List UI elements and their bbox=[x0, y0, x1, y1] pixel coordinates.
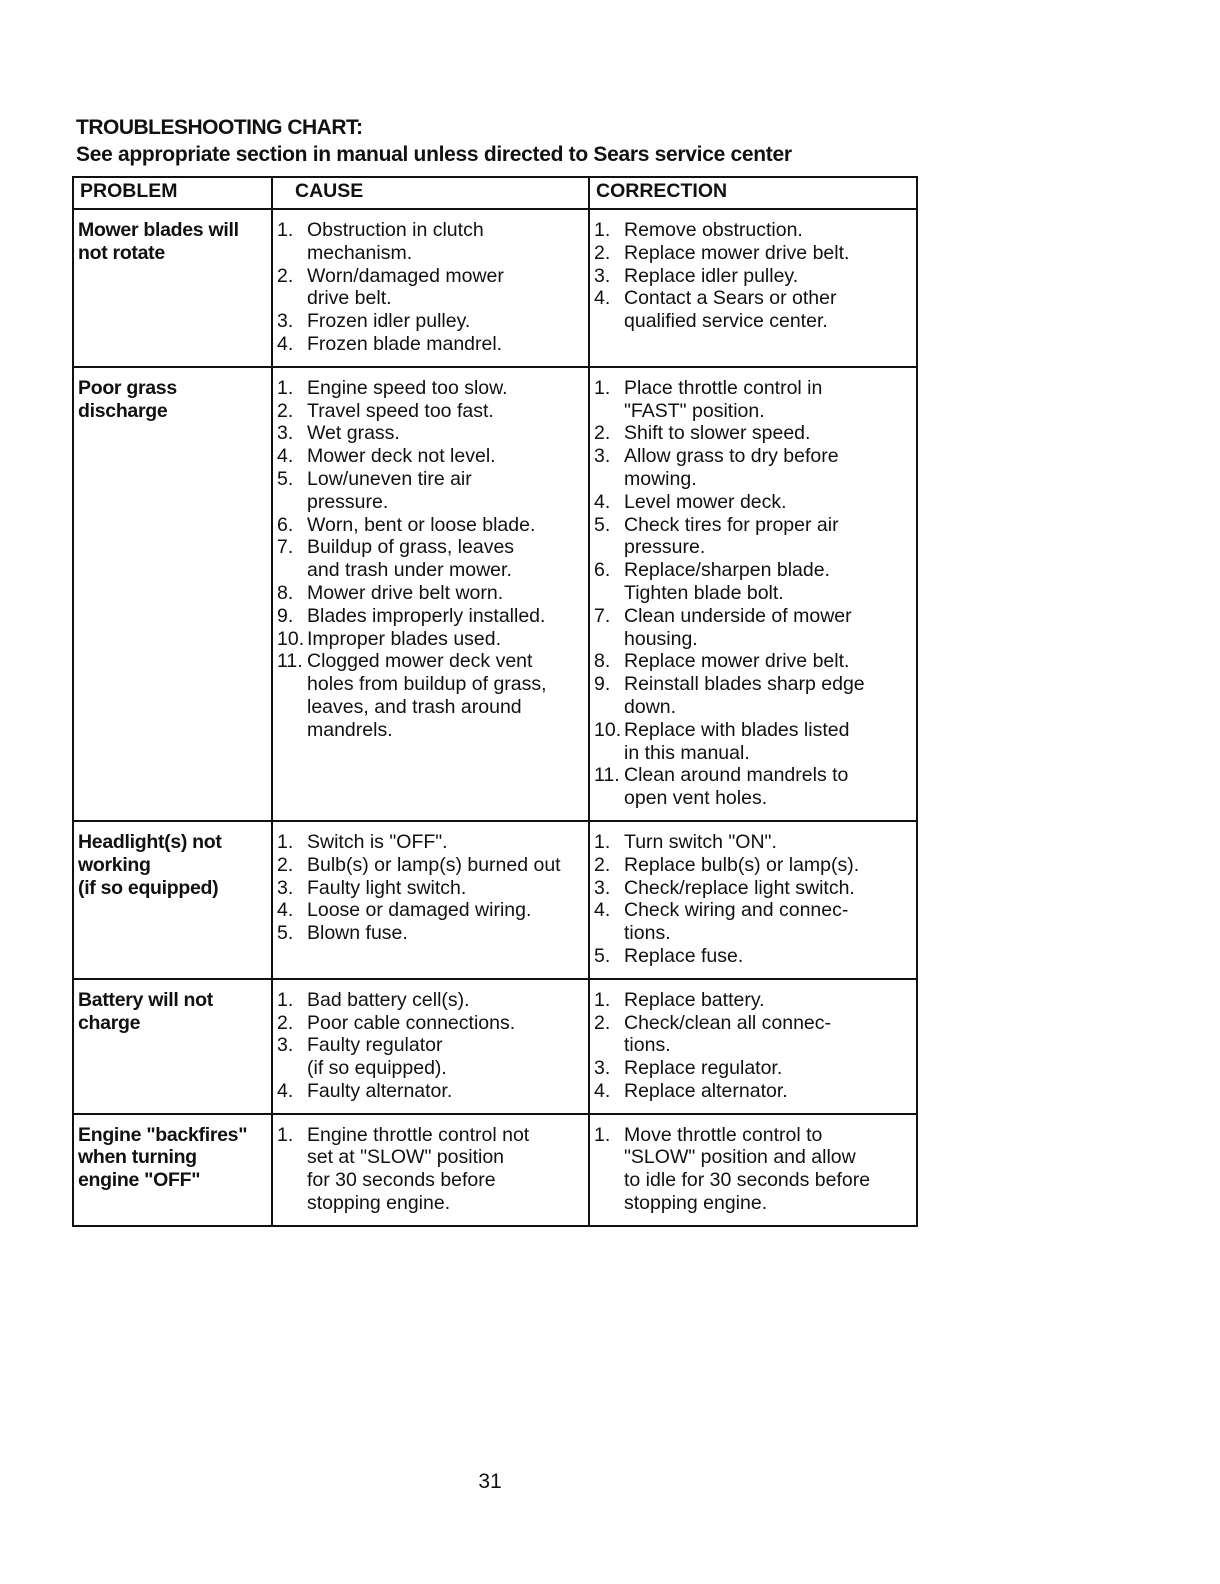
item-text bbox=[624, 265, 798, 288]
cause-list bbox=[277, 1124, 584, 1215]
item-text-line: holes from buildup of grass, bbox=[307, 673, 547, 696]
problem-line: (if so equipped) bbox=[78, 876, 219, 899]
cause-cell bbox=[272, 1114, 589, 1226]
correction-item bbox=[594, 242, 912, 265]
item-text bbox=[624, 287, 836, 333]
item-number: 9. bbox=[594, 673, 611, 696]
cause-item bbox=[277, 310, 584, 333]
item-number: 3. bbox=[594, 1057, 611, 1080]
correction-item bbox=[594, 945, 912, 968]
item-text-line: Clean underside of mower bbox=[624, 604, 852, 627]
item-text bbox=[624, 650, 849, 673]
cause-item bbox=[277, 536, 584, 582]
item-text-line: open vent holes. bbox=[624, 787, 768, 810]
table-row bbox=[73, 1114, 917, 1226]
item-number: 5. bbox=[277, 467, 294, 490]
item-number: 7. bbox=[594, 604, 611, 627]
problem-line: charge bbox=[78, 1011, 141, 1034]
item-number: 1. bbox=[277, 219, 294, 241]
item-text bbox=[307, 422, 400, 445]
item-text-line: Travel speed too fast. bbox=[307, 399, 494, 422]
cause-list bbox=[277, 219, 584, 356]
item-text-line: Allow grass to dry before bbox=[624, 445, 839, 468]
item-text-line: housing. bbox=[624, 627, 698, 650]
item-text-line: in this manual. bbox=[624, 741, 750, 764]
table-header-row bbox=[73, 177, 917, 209]
item-text-line: Bulb(s) or lamp(s) burned out bbox=[307, 853, 561, 876]
correction-item bbox=[594, 899, 912, 945]
correction-cell bbox=[589, 209, 917, 367]
item-number: 1. bbox=[594, 830, 611, 853]
item-text-line: down. bbox=[624, 695, 677, 718]
problem-line: not rotate bbox=[78, 241, 165, 264]
item-text bbox=[307, 605, 545, 628]
item-number: 1. bbox=[594, 1123, 611, 1146]
table-row bbox=[73, 209, 917, 367]
item-text-line: Remove obstruction. bbox=[624, 219, 803, 241]
troubleshooting-table bbox=[72, 176, 918, 1227]
item-text bbox=[307, 536, 514, 582]
item-number: 11. bbox=[277, 650, 303, 673]
problem-line: Mower blades will bbox=[78, 219, 239, 241]
page-title: TROUBLESHOOTING CHART: bbox=[76, 116, 363, 139]
correction-item bbox=[594, 287, 912, 333]
header-problem: PROBLEM bbox=[73, 177, 272, 209]
item-number: 2. bbox=[277, 1011, 294, 1034]
cause-item bbox=[277, 333, 584, 356]
correction-item bbox=[594, 445, 912, 491]
cause-item bbox=[277, 468, 584, 514]
page-number: 31 bbox=[478, 1470, 502, 1493]
item-number: 4. bbox=[594, 1079, 611, 1102]
item-number: 6. bbox=[277, 513, 294, 536]
item-number: 2. bbox=[277, 399, 294, 422]
item-text-line: Faulty light switch. bbox=[307, 876, 467, 899]
item-text bbox=[307, 333, 502, 356]
problem-line: when turning bbox=[78, 1146, 197, 1169]
item-text-line: to idle for 30 seconds before bbox=[624, 1169, 871, 1192]
correction-item bbox=[594, 1080, 912, 1103]
cause-cell bbox=[272, 821, 589, 979]
item-text bbox=[624, 514, 839, 560]
item-text-line: tions. bbox=[624, 922, 671, 945]
item-text bbox=[624, 764, 848, 810]
correction-item bbox=[594, 650, 912, 673]
item-text-line: set at "SLOW" position bbox=[307, 1146, 505, 1169]
item-text-line: Turn switch "ON". bbox=[624, 830, 777, 853]
cause-cell bbox=[272, 979, 589, 1114]
item-text-line: Replace with blades listed bbox=[624, 718, 850, 741]
cause-cell bbox=[272, 367, 589, 821]
item-text bbox=[307, 1080, 452, 1103]
item-number: 2. bbox=[594, 1011, 611, 1034]
item-number: 2. bbox=[594, 422, 611, 445]
correction-item bbox=[594, 854, 912, 877]
problem-cell bbox=[73, 979, 272, 1114]
item-text-line: Obstruction in clutch bbox=[307, 219, 484, 241]
item-text-line: Replace regulator. bbox=[624, 1057, 783, 1080]
item-number: 5. bbox=[277, 922, 294, 945]
header-cause: CAUSE bbox=[272, 177, 589, 209]
item-text-line: Loose or damaged wiring. bbox=[307, 899, 532, 922]
item-number: 3. bbox=[277, 876, 294, 899]
item-text-line: Level mower deck. bbox=[624, 490, 787, 513]
item-text-line: Replace fuse. bbox=[624, 944, 744, 967]
item-text bbox=[307, 468, 472, 514]
item-text bbox=[624, 899, 848, 945]
item-text-line: Mower deck not level. bbox=[307, 445, 496, 468]
cause-item bbox=[277, 445, 584, 468]
item-text-line: Frozen blade mandrel. bbox=[307, 332, 503, 355]
cause-item bbox=[277, 1012, 584, 1035]
cause-cell bbox=[272, 209, 589, 367]
item-text-line: Wet grass. bbox=[307, 422, 400, 445]
item-text-line: Replace mower drive belt. bbox=[624, 241, 850, 264]
item-text bbox=[307, 628, 501, 651]
cause-item bbox=[277, 854, 584, 877]
item-text bbox=[624, 559, 830, 605]
item-text bbox=[624, 877, 855, 900]
item-text-line: and trash under mower. bbox=[307, 559, 512, 582]
item-text bbox=[624, 605, 852, 651]
item-text-line: mandrels. bbox=[307, 718, 393, 741]
table-row bbox=[73, 367, 917, 821]
problem-line: discharge bbox=[78, 399, 168, 422]
item-text-line: Worn, bent or loose blade. bbox=[307, 513, 536, 536]
item-text bbox=[624, 1012, 831, 1058]
item-text bbox=[624, 491, 787, 514]
item-text-line: Contact a Sears or other bbox=[624, 287, 837, 310]
item-text bbox=[624, 831, 777, 854]
cause-item bbox=[277, 377, 584, 400]
cause-item bbox=[277, 831, 584, 854]
item-number: 2. bbox=[277, 264, 294, 287]
header-correction: CORRECTION bbox=[589, 177, 917, 209]
item-text bbox=[624, 1057, 782, 1080]
item-text-line: Reinstall blades sharp edge bbox=[624, 673, 865, 696]
cause-item bbox=[277, 400, 584, 423]
correction-cell bbox=[589, 367, 917, 821]
item-text-line: Blown fuse. bbox=[307, 922, 408, 945]
item-number: 2. bbox=[277, 853, 294, 876]
item-text bbox=[624, 719, 849, 765]
item-text-line: Buildup of grass, leaves bbox=[307, 536, 515, 559]
item-text-line: Frozen idler pulley. bbox=[307, 310, 471, 333]
item-text bbox=[307, 265, 504, 311]
item-text-line: mechanism. bbox=[307, 241, 413, 264]
item-text-line: Check tires for proper air bbox=[624, 513, 839, 536]
item-text-line: "FAST" position. bbox=[624, 399, 765, 422]
cause-item bbox=[277, 582, 584, 605]
correction-item bbox=[594, 1012, 912, 1058]
correction-item bbox=[594, 605, 912, 651]
item-text bbox=[307, 400, 494, 423]
cause-list bbox=[277, 831, 584, 945]
problem-line: engine "OFF" bbox=[78, 1169, 201, 1192]
correction-cell bbox=[589, 1114, 917, 1226]
item-number: 4. bbox=[594, 490, 611, 513]
item-text bbox=[624, 945, 743, 968]
item-number: 3. bbox=[277, 310, 294, 333]
item-text-line: Clean around mandrels to bbox=[624, 764, 849, 787]
item-number: 1. bbox=[277, 1123, 294, 1146]
item-text-line: tions. bbox=[624, 1034, 671, 1057]
item-number: 4. bbox=[277, 899, 294, 922]
item-text-line: Clogged mower deck vent bbox=[307, 650, 533, 673]
item-text-line: Low/uneven tire air bbox=[307, 467, 472, 490]
item-number: 4. bbox=[594, 899, 611, 922]
item-text-line: Replace/sharpen blade. bbox=[624, 559, 830, 582]
item-text bbox=[624, 242, 849, 265]
correction-item bbox=[594, 491, 912, 514]
cause-list bbox=[277, 377, 584, 742]
item-number: 6. bbox=[594, 559, 611, 582]
cause-item bbox=[277, 922, 584, 945]
cause-item bbox=[277, 989, 584, 1012]
item-number: 1. bbox=[594, 988, 611, 1011]
item-text-line: (if so equipped). bbox=[307, 1057, 447, 1080]
item-text bbox=[624, 989, 765, 1012]
correction-item bbox=[594, 877, 912, 900]
cause-item bbox=[277, 1080, 584, 1103]
correction-item bbox=[594, 559, 912, 605]
item-number: 7. bbox=[277, 536, 294, 559]
item-text bbox=[624, 1124, 870, 1215]
item-text bbox=[307, 989, 470, 1012]
item-text-line: Engine speed too slow. bbox=[307, 376, 508, 399]
cause-item bbox=[277, 514, 584, 537]
item-text-line: Mower drive belt worn. bbox=[307, 581, 504, 604]
problem-line: working bbox=[78, 853, 151, 876]
item-text bbox=[307, 831, 448, 854]
item-number: 10. bbox=[594, 718, 622, 741]
cause-item bbox=[277, 422, 584, 445]
item-number: 5. bbox=[594, 944, 611, 967]
item-text-line: Move throttle control to bbox=[624, 1123, 823, 1146]
item-number: 3. bbox=[594, 876, 611, 899]
page-subtitle: See appropriate section in manual unless directed to Sears service center bbox=[76, 143, 792, 166]
item-text-line: Bad battery cell(s). bbox=[307, 988, 470, 1011]
correction-item bbox=[594, 377, 912, 423]
item-text bbox=[307, 514, 535, 537]
item-text bbox=[307, 1012, 515, 1035]
item-number: 4. bbox=[594, 287, 611, 310]
table-row bbox=[73, 821, 917, 979]
item-text-line: drive belt. bbox=[307, 287, 392, 310]
problem-cell bbox=[73, 209, 272, 367]
item-text-line: Engine throttle control not bbox=[307, 1123, 530, 1146]
cause-item bbox=[277, 899, 584, 922]
cause-item bbox=[277, 1124, 584, 1215]
item-number: 4. bbox=[277, 332, 294, 355]
item-text bbox=[307, 377, 508, 400]
correction-item bbox=[594, 1057, 912, 1080]
item-text-line: qualified service center. bbox=[624, 310, 828, 333]
item-text bbox=[624, 445, 839, 491]
item-text bbox=[307, 1124, 529, 1215]
cause-item bbox=[277, 219, 584, 265]
item-text bbox=[624, 219, 803, 242]
item-text-line: leaves, and trash around bbox=[307, 695, 522, 718]
item-text bbox=[624, 422, 810, 445]
item-number: 1. bbox=[277, 830, 294, 853]
item-text-line: Check wiring and connec- bbox=[624, 899, 849, 922]
correction-cell bbox=[589, 979, 917, 1114]
correction-list bbox=[594, 1124, 912, 1215]
correction-list bbox=[594, 219, 912, 333]
cause-list bbox=[277, 989, 584, 1103]
item-text-line: for 30 seconds before bbox=[307, 1169, 496, 1192]
item-number: 1. bbox=[594, 219, 611, 241]
item-number: 11. bbox=[594, 764, 620, 787]
problem-line: Engine "backfires" bbox=[78, 1123, 248, 1146]
item-text-line: stopping engine. bbox=[307, 1192, 451, 1215]
item-text-line: Place throttle control in bbox=[624, 376, 823, 399]
item-text-line: Replace bulb(s) or lamp(s). bbox=[624, 853, 860, 876]
correction-item bbox=[594, 219, 912, 242]
correction-item bbox=[594, 422, 912, 445]
item-number: 3. bbox=[594, 445, 611, 468]
item-number: 2. bbox=[594, 853, 611, 876]
item-text bbox=[307, 854, 561, 877]
item-number: 9. bbox=[277, 604, 294, 627]
correction-item bbox=[594, 764, 912, 810]
item-text bbox=[307, 310, 470, 333]
item-text-line: Improper blades used. bbox=[307, 627, 502, 650]
item-number: 1. bbox=[277, 988, 294, 1011]
item-number: 10. bbox=[277, 627, 305, 650]
item-number: 8. bbox=[594, 650, 611, 673]
table-row bbox=[73, 979, 917, 1114]
item-text-line: Blades improperly installed. bbox=[307, 604, 546, 627]
item-text bbox=[307, 1034, 447, 1080]
item-number: 4. bbox=[277, 1079, 294, 1102]
item-text bbox=[624, 1080, 788, 1103]
correction-item bbox=[594, 719, 912, 765]
item-text bbox=[624, 377, 822, 423]
correction-item bbox=[594, 514, 912, 560]
item-number: 4. bbox=[277, 445, 294, 468]
cause-item bbox=[277, 650, 584, 741]
item-text-line: Replace mower drive belt. bbox=[624, 650, 850, 673]
table-body bbox=[73, 209, 917, 1226]
correction-cell bbox=[589, 821, 917, 979]
item-text bbox=[307, 582, 503, 605]
cause-item bbox=[277, 877, 584, 900]
item-number: 3. bbox=[277, 1034, 294, 1057]
item-number: 3. bbox=[594, 264, 611, 287]
item-text-line: Replace alternator. bbox=[624, 1079, 788, 1102]
item-text bbox=[307, 219, 484, 265]
cause-item bbox=[277, 1034, 584, 1080]
item-text-line: Faulty alternator. bbox=[307, 1079, 453, 1102]
correction-item bbox=[594, 831, 912, 854]
correction-list bbox=[594, 989, 912, 1103]
problem-cell bbox=[73, 367, 272, 821]
item-text bbox=[624, 673, 865, 719]
problem-cell bbox=[73, 1114, 272, 1226]
item-text-line: Check/clean all connec- bbox=[624, 1011, 832, 1034]
correction-item bbox=[594, 989, 912, 1012]
item-text-line: "SLOW" position and allow bbox=[624, 1146, 856, 1169]
item-text-line: Worn/damaged mower bbox=[307, 264, 504, 287]
item-text bbox=[307, 445, 496, 468]
item-number: 1. bbox=[277, 376, 294, 399]
item-text bbox=[307, 922, 408, 945]
item-text-line: mowing. bbox=[624, 467, 697, 490]
problem-cell bbox=[73, 821, 272, 979]
item-number: 5. bbox=[594, 513, 611, 536]
item-number: 8. bbox=[277, 581, 294, 604]
problem-line: Poor grass bbox=[78, 376, 177, 399]
item-text-line: Check/replace light switch. bbox=[624, 876, 855, 899]
item-text-line: Tighten blade bolt. bbox=[624, 581, 784, 604]
item-text-line: pressure. bbox=[624, 536, 706, 559]
item-text-line: Poor cable connections. bbox=[307, 1011, 516, 1034]
item-text-line: Replace idler pulley. bbox=[624, 264, 799, 287]
item-text-line: Shift to slower speed. bbox=[624, 422, 811, 445]
item-number: 3. bbox=[277, 422, 294, 445]
item-text-line: pressure. bbox=[307, 490, 389, 513]
item-text-line: stopping engine. bbox=[624, 1192, 768, 1215]
cause-item bbox=[277, 265, 584, 311]
item-text-line: Replace battery. bbox=[624, 988, 765, 1011]
item-text bbox=[307, 650, 547, 741]
item-text bbox=[624, 854, 859, 877]
cause-item bbox=[277, 628, 584, 651]
correction-item bbox=[594, 673, 912, 719]
problem-line: Battery will not bbox=[78, 988, 213, 1011]
correction-list bbox=[594, 831, 912, 968]
problem-line: Headlight(s) not bbox=[78, 830, 222, 853]
cause-item bbox=[277, 605, 584, 628]
item-text bbox=[307, 877, 466, 900]
item-number: 1. bbox=[594, 376, 611, 399]
item-text-line: Switch is "OFF". bbox=[307, 830, 448, 853]
correction-item bbox=[594, 1124, 912, 1215]
item-number: 2. bbox=[594, 241, 611, 264]
correction-list bbox=[594, 377, 912, 810]
correction-item bbox=[594, 265, 912, 288]
item-text-line: Faulty regulator bbox=[307, 1034, 443, 1057]
item-text bbox=[307, 899, 531, 922]
